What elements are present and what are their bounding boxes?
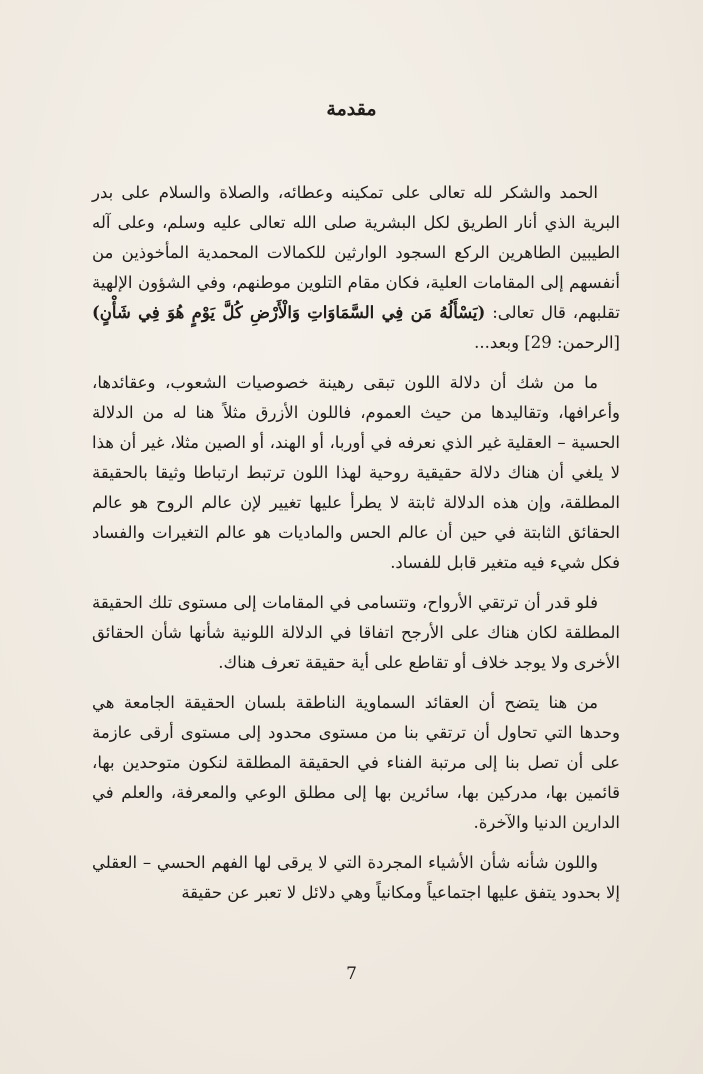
paragraph-1-after: [الرحمن: 29] وبعد... [474, 333, 620, 352]
paragraph-1 [92, 178, 620, 358]
paragraph-4: من هنا يتضح أن العقائد السماوية الناطقة بلسان الحقيقة الجامعة هي وحدها التي تحاول أن ترتقي بنا من مستوى محدود إلى مستوى أرقى عازمة على أن تصل بنا إلى مرتبة الفناء في الحقيقة المطلقة لنكون متوحدين بها، قائمين بها، مدركين بها، سائرين بها إلى مطلق الوعي والمعرفة، والعلم في الدارين الدنيا والآخرة. [92, 693, 620, 832]
quran-verse: (يَسْأَلُهُ مَن فِي السَّمَاوَاتِ وَالْأَرْضِ كُلَّ يَوْمٍ هُوَ فِي شَأْنٍ) [92, 303, 486, 322]
page-number: 7 [346, 964, 357, 984]
body-text [92, 178, 620, 918]
paragraph-3: فلو قدر أن ترتقي الأرواح، وتتسامى في المقامات إلى مستوى تلك الحقيقة المطلقة لكان هناك على الأرجح اتفاقا في الدلالة اللونية شأنها شأن الحقائق الأخرى ولا يوجد خلاف أو تقاطع على أية حقيقة تعرف هناك. [92, 593, 620, 672]
paragraph-2: ما من شك أن دلالة اللون تبقى رهينة خصوصيات الشعوب، وعقائدها، وأعرافها، وتقاليدها من حيث العموم، فاللون الأزرق مثلاً هنا له من الدلالة الحسية – العقلية غير الذي نعرفه في أوربا، أو الهند، أو الصين مثلا، غير أن هذا لا يلغي أن هناك دلالة حقيقية روحية لهذا اللون ترتبط ارتباطا وثيقا بالحقيقة المطلقة، وإن هذه الدلالة ثابتة لا يطرأ عليها تغيير لإن عالم الروح هو عالم الحقائق الثابتة في حين أن عالم الحس والماديات هو عالم التغيرات والفساد فكل شيء فيه متغير قابل للفساد. [92, 373, 620, 572]
page-heading: مقدمة [326, 98, 377, 120]
paragraph-5: واللون شأنه شأن الأشياء المجردة التي لا يرقى لها الفهم الحسي – العقلي إلا بحدود يتفق عليها اجتماعياً ومكانياً وهي دلائل لا تعبر عن حقيقة [92, 853, 620, 902]
paragraph-1-before: الحمد والشكر لله تعالى على تمكينه وعطائه، والصلاة والسلام على بدر البرية الذي أنار الطريق لكل البشرية صلى الله تعالى عليه وسلم، وعلى آله الطيبين الطاهرين الركع السجود الوارثين للكمالات المحمدية المأخوذين من أنفسهم إلى المقامات العلية، فكان مقام التلوين موطنهم، وفي الشؤون الإلهية تقلبهم، قال تعالى: [92, 183, 620, 322]
